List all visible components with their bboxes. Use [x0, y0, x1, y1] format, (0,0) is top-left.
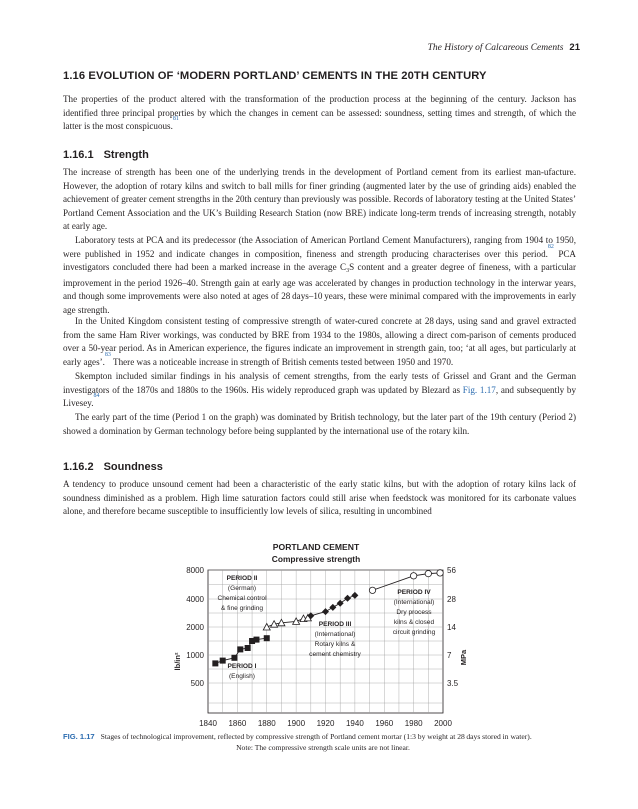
- data-point-triangle: [263, 624, 270, 631]
- chart-svg: [160, 538, 480, 730]
- y-tick-label-right: 3.5: [447, 679, 459, 688]
- data-point-circle: [369, 587, 375, 593]
- p4-text-b: , and subsequently by Livesey.: [63, 384, 576, 409]
- annotation-line: (International): [393, 599, 435, 606]
- annotation-line: PERIOD IV: [397, 589, 431, 596]
- strength-paragraph-4: [63, 370, 576, 411]
- subsection-number: 1.16.1: [63, 149, 94, 161]
- caption-text: Stages of technological improvement, reflected by compressive strength of Portland cement mortar (1:3 by weight at 28 days stored in water).: [100, 732, 532, 741]
- data-point-circle: [437, 570, 443, 576]
- y-axis-label-right: MPa: [459, 649, 468, 666]
- strength-chart: [160, 538, 480, 730]
- running-head: [428, 42, 580, 53]
- subsection-soundness-heading: [63, 461, 163, 473]
- subsection-title: Strength: [103, 149, 149, 161]
- x-tick-label: 1980: [404, 719, 423, 728]
- annotation-line: kilns & closed: [393, 619, 435, 626]
- data-point-square: [245, 645, 251, 651]
- x-tick-label: 1920: [316, 719, 335, 728]
- figure-caption: [63, 732, 583, 753]
- annotation-layer: [217, 575, 435, 680]
- strength-paragraph-3: [63, 315, 576, 369]
- p3-text-a: In the United Kingdom consistent testing of compressive strength of water-cured concrete at 28 days, using sand and gravel extracted from the same Ham River workings, was conducted by BRE from 1934 to the 1980s, allowing a direct com-parison of cements produced over a 50-year period. As in American experience, the figures indicate an improvement in strength gain, too; ‘at all ages, but particularly at early ages’.: [63, 316, 576, 367]
- subscript: 3: [346, 268, 350, 275]
- x-tick-label: 1900: [287, 719, 306, 728]
- x-tick-label: 1880: [257, 719, 276, 728]
- data-point-circle: [410, 573, 416, 579]
- annotation-line: Chemical control: [217, 595, 267, 602]
- data-point-square: [231, 655, 237, 661]
- intro-text: The properties of the product altered with the transformation of the production process at the beginning of the century. Jackson has identified three principal properties by which the changes in cement can be assessed: soundness, setting times and strength, of which the latter is the most conspicuous.: [63, 94, 576, 132]
- chart-title: PORTLAND CEMENT: [272, 542, 360, 552]
- y-tick-label-left: 4000: [186, 595, 204, 604]
- p3-text-b: There was a noticeable increase in strength of British cements tested between 1950 and 1970.: [110, 356, 454, 367]
- soundness-paragraph-1: A tendency to produce unsound cement had been a characteristic of the early static kilns, but with the adoption of rotary kilns lack of soundness diminished as a problem. High lime saturation factors could still arise when feedstock was monitored for its carbonate values alone, and therefore became susceptible to insufficiently low levels of silica, resulting in uncombined: [63, 479, 576, 517]
- p2-text-c: S content and a greater degree of fineness, with a particular improvement in the period 1926–40. Strength gain at early age was accelerated by changes in production technology in the interwar years, and though some improvements were also noted at ages of 28 days–10 years, these were minimal compared with the improvements in early age strength.: [63, 262, 576, 315]
- strength-paragraph-2: [63, 234, 576, 318]
- p4-text-a: Skempton included similar findings in his analysis of cement strengths, from the early tests of Grissel and Grant and the German investigators of the 1870s and 1880s to the 1960s. His widely reproduced graph was updated by Blezard as: [63, 371, 576, 395]
- y-tick-label-right: 56: [447, 566, 456, 575]
- running-title: The History of Calcareous Cements: [427, 43, 564, 53]
- data-point-diamond: [344, 595, 351, 602]
- data-point-square: [253, 637, 259, 643]
- annotation-line: Dry process: [396, 609, 432, 616]
- data-point-diamond: [322, 608, 329, 615]
- subsection-strength-heading: [63, 149, 149, 161]
- annotation-line: (International): [314, 631, 356, 638]
- annotation-line: cement chemistry: [309, 651, 361, 658]
- data-point-square: [264, 635, 270, 641]
- data-point-diamond: [337, 600, 344, 607]
- subsection-title: Soundness: [103, 461, 163, 473]
- x-tick-label: 1860: [228, 719, 247, 728]
- annotation-line: (English): [228, 673, 256, 680]
- caption-note: Note: The compressive strength scale units are not linear.: [236, 742, 410, 752]
- data-point-square: [212, 660, 218, 666]
- data-point-diamond: [351, 592, 358, 599]
- y-tick-label-left: 2000: [186, 623, 204, 632]
- y-tick-label-right: 14: [447, 623, 456, 632]
- x-tick-label: 1840: [199, 719, 217, 728]
- citation-84[interactable]: 84: [93, 393, 100, 400]
- x-tick-label: 2000: [434, 719, 452, 728]
- x-tick-label: 1940: [345, 719, 364, 728]
- data-point-square: [237, 646, 243, 652]
- annotation-line: (German): [227, 585, 257, 592]
- y-tick-label-left: 1000: [186, 651, 204, 660]
- figure-link[interactable]: Fig. 1.17: [462, 384, 496, 395]
- data-point-square: [220, 658, 226, 664]
- data-point-triangle: [293, 618, 300, 625]
- section-title: 1.16 EVOLUTION OF ‘MODERN PORTLAND’ CEMENTS IN THE 20TH CENTURY: [63, 70, 487, 82]
- strength-paragraph-1: The increase of strength has been one of the underlying trends in the development of Portland cement from its earliest man-ufacture. However, the adoption of rotary kilns and switch to ball mills for finer grinding (augmented later by the use of grinding aids) enabled the achievement of greater cement strengths in the 20th century than previously was possible. Records of laboratory testing at the United States’ Portland Cement Association and the UK’s Building Research Station (now BRE) indicate long-term trends of increasing strength, notably at early age.: [63, 167, 576, 232]
- page-number: 21: [569, 42, 580, 53]
- annotation-line: PERIOD I: [227, 663, 257, 670]
- chart-subtitle: Compressive strength: [271, 554, 361, 564]
- annotation-line: & fine grinding: [220, 605, 264, 612]
- y-axis-label: lb/in²: [173, 652, 182, 671]
- annotation-line: circuit grinding: [392, 629, 436, 636]
- data-point-circle: [425, 570, 431, 576]
- annotation-line: Rotary kilns &: [314, 641, 356, 648]
- y-tick-label-right: 7: [447, 651, 452, 660]
- data-point-diamond: [329, 604, 336, 611]
- p2-text-b: PCA investigators concluded there had been a marked increase in the average C: [63, 248, 577, 273]
- annotation-line: PERIOD III: [318, 621, 352, 628]
- p2-text-a: Laboratory tests at PCA and its predecessor (the Association of American Portland Cement Manufacturers), ranging from 1904 to 1950, were published in 1952 and indicate changes in composition, fineness and strength producing characterises over this period.: [63, 235, 576, 259]
- annotation-line: PERIOD II: [226, 575, 258, 582]
- x-tick-label: 1960: [375, 719, 394, 728]
- figure-label: FIG. 1.17: [63, 732, 95, 741]
- y-tick-label-left: 8000: [186, 566, 204, 575]
- y-tick-label-left: 500: [190, 679, 204, 688]
- citation-83[interactable]: 83: [104, 351, 111, 358]
- strength-paragraph-5: The early part of the time (Period 1 on the graph) was dominated by British technology, but the later part of the 19th century (Period 2) showed a domination by German technology before being supplanted by the international use of the rotary kiln.: [63, 412, 576, 436]
- citation-82[interactable]: 82: [547, 243, 554, 250]
- citation-81[interactable]: 81: [172, 116, 179, 123]
- subsection-number: 1.16.2: [63, 461, 94, 473]
- y-tick-label-right: 28: [447, 595, 456, 604]
- intro-paragraph: [63, 93, 576, 134]
